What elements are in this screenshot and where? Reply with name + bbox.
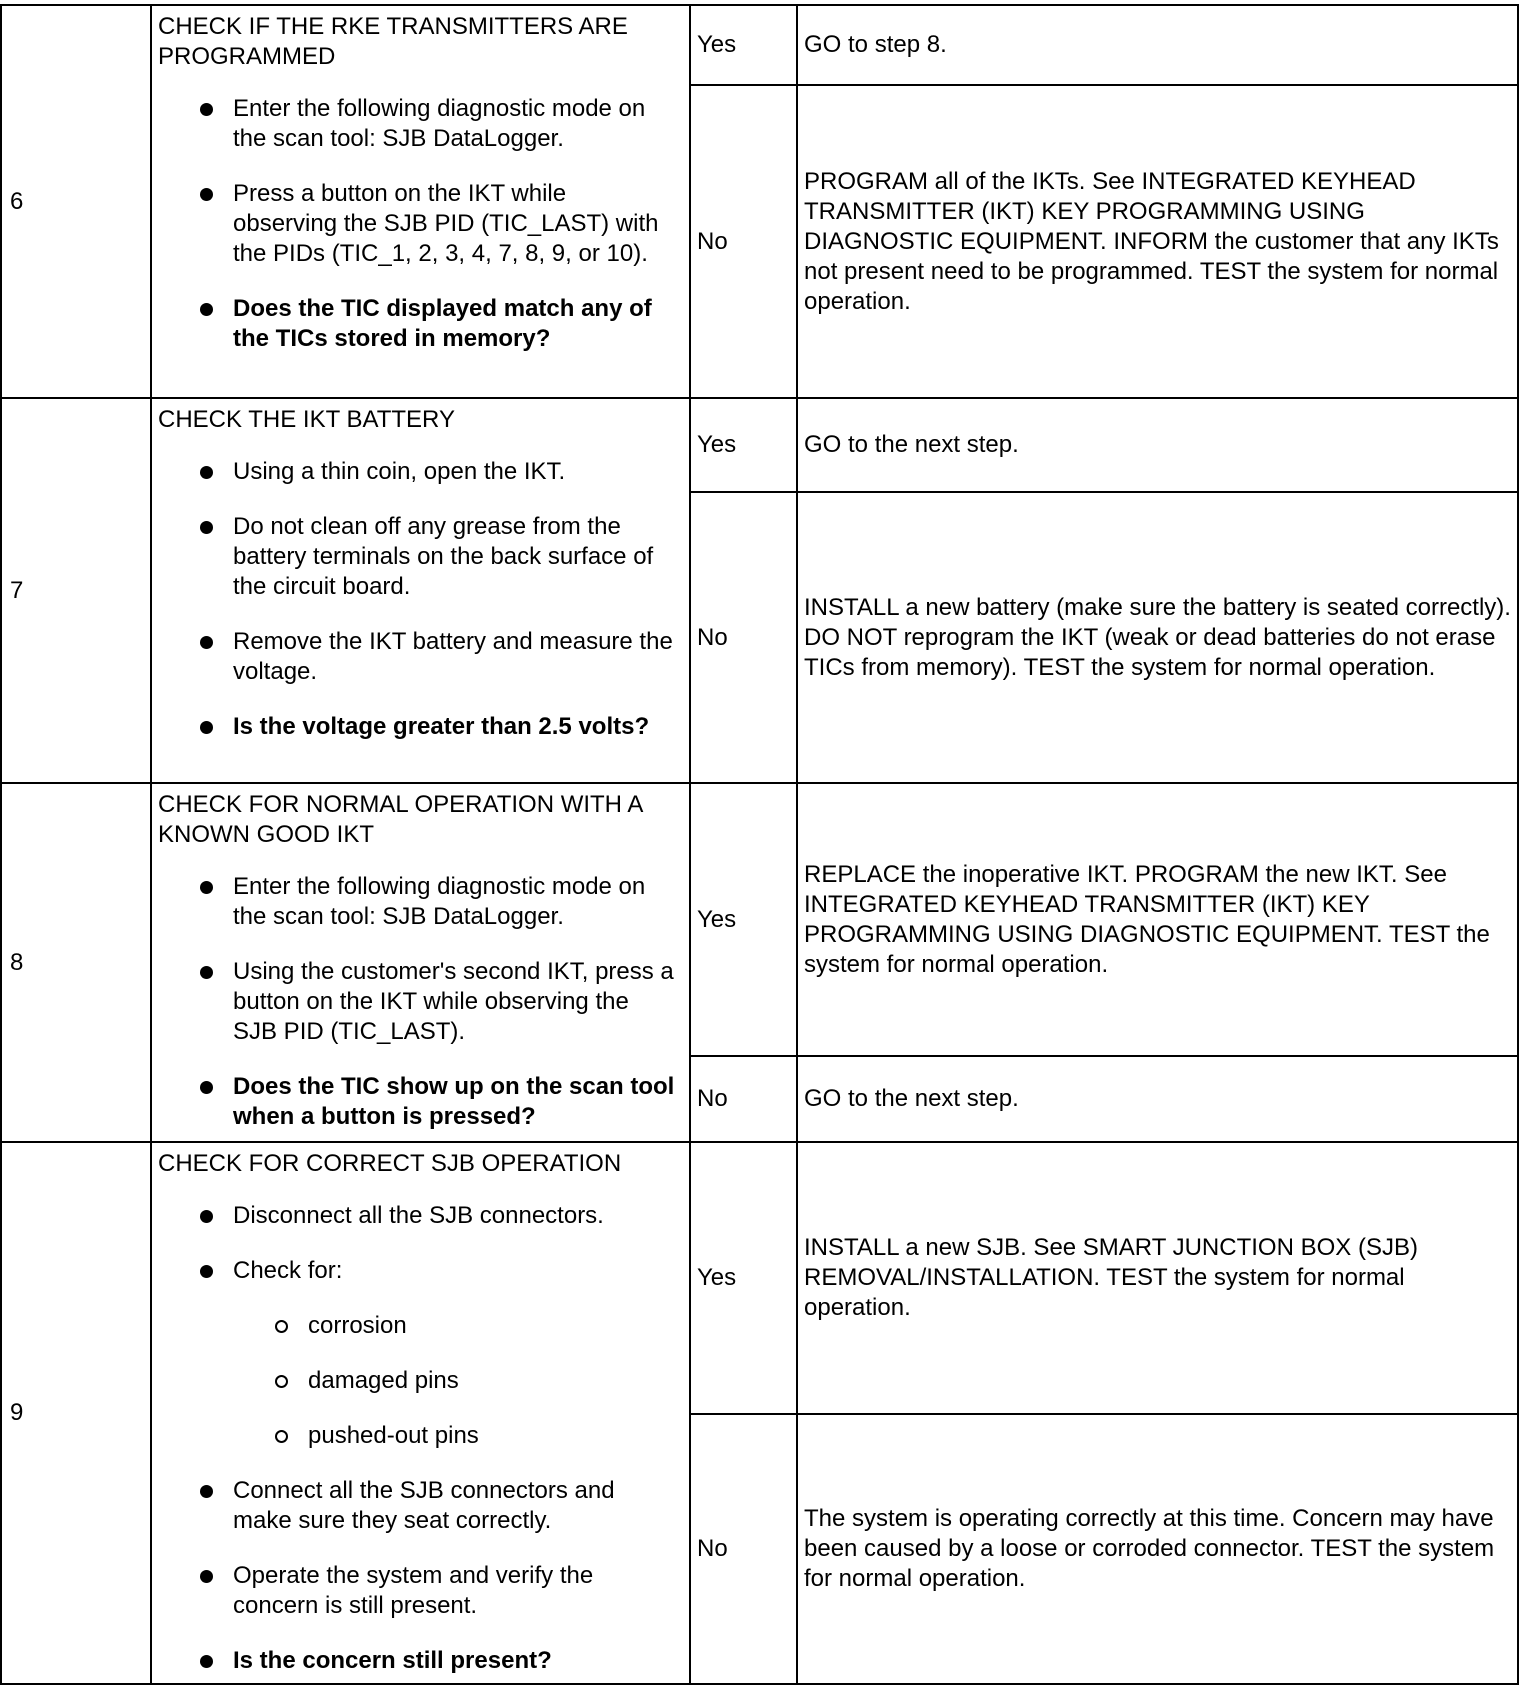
instruction-item: Disconnect all the SJB connectors. bbox=[158, 1201, 675, 1231]
step-heading bbox=[158, 12, 675, 72]
step-number: 6 bbox=[1, 5, 151, 398]
no-label: No bbox=[690, 492, 797, 783]
yes-label: Yes bbox=[690, 398, 797, 492]
sub-item: pushed-out pins bbox=[233, 1421, 675, 1451]
step-heading-line: PROGRAMMED bbox=[158, 43, 336, 70]
yes-label: Yes bbox=[690, 1142, 797, 1414]
check-for-list bbox=[233, 1311, 675, 1451]
no-label: No bbox=[690, 1414, 797, 1684]
yes-result: INSTALL a new SJB. See SMART JUNCTION BOX (SJB) REMOVAL/INSTALLATION. TEST the system for normal operation. bbox=[797, 1142, 1518, 1414]
no-result: GO to the next step. bbox=[797, 1056, 1518, 1142]
step-question: Does the TIC show up on the scan tool when a button is pressed? bbox=[158, 1072, 675, 1132]
step-row-6-yes bbox=[1, 5, 1518, 85]
yes-result: GO to step 8. bbox=[797, 5, 1518, 85]
instruction-item: Remove the IKT battery and measure the voltage. bbox=[158, 627, 675, 687]
instruction-text: Check for: bbox=[233, 1257, 343, 1284]
no-label: No bbox=[690, 85, 797, 398]
step-heading bbox=[158, 1149, 675, 1179]
no-label: No bbox=[690, 1056, 797, 1142]
step-question: Does the TIC displayed match any of the TICs stored in memory? bbox=[158, 294, 675, 354]
instruction-item: Operate the system and verify the concern is still present. bbox=[158, 1561, 675, 1621]
yes-result: GO to the next step. bbox=[797, 398, 1518, 492]
step-action-cell bbox=[151, 398, 690, 783]
step-instructions bbox=[158, 457, 675, 742]
instruction-item: Using a thin coin, open the IKT. bbox=[158, 457, 675, 487]
instruction-item: Press a button on the IKT while observing the SJB PID (TIC_LAST) with the PIDs (TIC_1, 2, 3, 4, 7, 8, 9, or 10). bbox=[158, 179, 675, 269]
sub-item: corrosion bbox=[233, 1311, 675, 1341]
step-action-cell bbox=[151, 1142, 690, 1684]
no-result: INSTALL a new battery (make sure the battery is seated correctly). DO NOT reprogram the IKT (weak or dead batteries do not erase TICs from memory). TEST the system for normal operation. bbox=[797, 492, 1518, 783]
step-heading-line: CHECK THE IKT BATTERY bbox=[158, 406, 455, 433]
instruction-item-check-for bbox=[158, 1256, 675, 1451]
step-heading bbox=[158, 790, 675, 850]
instruction-item: Do not clean off any grease from the battery terminals on the back surface of the circuit board. bbox=[158, 512, 675, 602]
step-instructions bbox=[158, 1201, 675, 1676]
instruction-item: Using the customer's second IKT, press a button on the IKT while observing the SJB PID (TIC_LAST). bbox=[158, 957, 675, 1047]
instruction-item: Enter the following diagnostic mode on the scan tool: SJB DataLogger. bbox=[158, 872, 675, 932]
step-number: 8 bbox=[1, 783, 151, 1142]
sub-item: damaged pins bbox=[233, 1366, 675, 1396]
instruction-item: Connect all the SJB connectors and make sure they seat correctly. bbox=[158, 1476, 675, 1536]
step-row-7-yes bbox=[1, 398, 1518, 492]
step-action-cell bbox=[151, 5, 690, 398]
step-number: 7 bbox=[1, 398, 151, 783]
step-heading-line: CHECK FOR CORRECT SJB OPERATION bbox=[158, 1150, 622, 1177]
no-result: PROGRAM all of the IKTs. See INTEGRATED KEYHEAD TRANSMITTER (IKT) KEY PROGRAMMING USING DIAGNOSTIC EQUIPMENT. INFORM the customer that any IKTs not present need to be programmed. TEST the system for normal operation. bbox=[797, 85, 1518, 398]
diagnostic-page bbox=[0, 4, 1517, 1679]
step-heading-line: CHECK FOR NORMAL OPERATION WITH A bbox=[158, 791, 644, 818]
step-row-9-yes bbox=[1, 1142, 1518, 1414]
step-heading-line: CHECK IF THE RKE TRANSMITTERS ARE bbox=[158, 13, 628, 40]
step-number: 9 bbox=[1, 1142, 151, 1684]
yes-label: Yes bbox=[690, 5, 797, 85]
step-instructions bbox=[158, 872, 675, 1132]
yes-label: Yes bbox=[690, 783, 797, 1056]
step-question: Is the voltage greater than 2.5 volts? bbox=[158, 712, 675, 742]
step-heading bbox=[158, 405, 675, 435]
step-instructions bbox=[158, 94, 675, 354]
step-row-8-yes bbox=[1, 783, 1518, 1056]
no-result: The system is operating correctly at this time. Concern may have been caused by a loose or corroded connector. TEST the system for normal operation. bbox=[797, 1414, 1518, 1684]
step-heading-line: KNOWN GOOD IKT bbox=[158, 821, 374, 848]
instruction-item: Enter the following diagnostic mode on the scan tool: SJB DataLogger. bbox=[158, 94, 675, 154]
step-action-cell bbox=[151, 783, 690, 1142]
yes-result: REPLACE the inoperative IKT. PROGRAM the new IKT. See INTEGRATED KEYHEAD TRANSMITTER (IKT) KEY PROGRAMMING USING DIAGNOSTIC EQUIPMENT. TEST the system for normal operation. bbox=[797, 783, 1518, 1056]
diagnostic-steps-table bbox=[0, 4, 1519, 1685]
step-question: Is the concern still present? bbox=[158, 1646, 675, 1676]
